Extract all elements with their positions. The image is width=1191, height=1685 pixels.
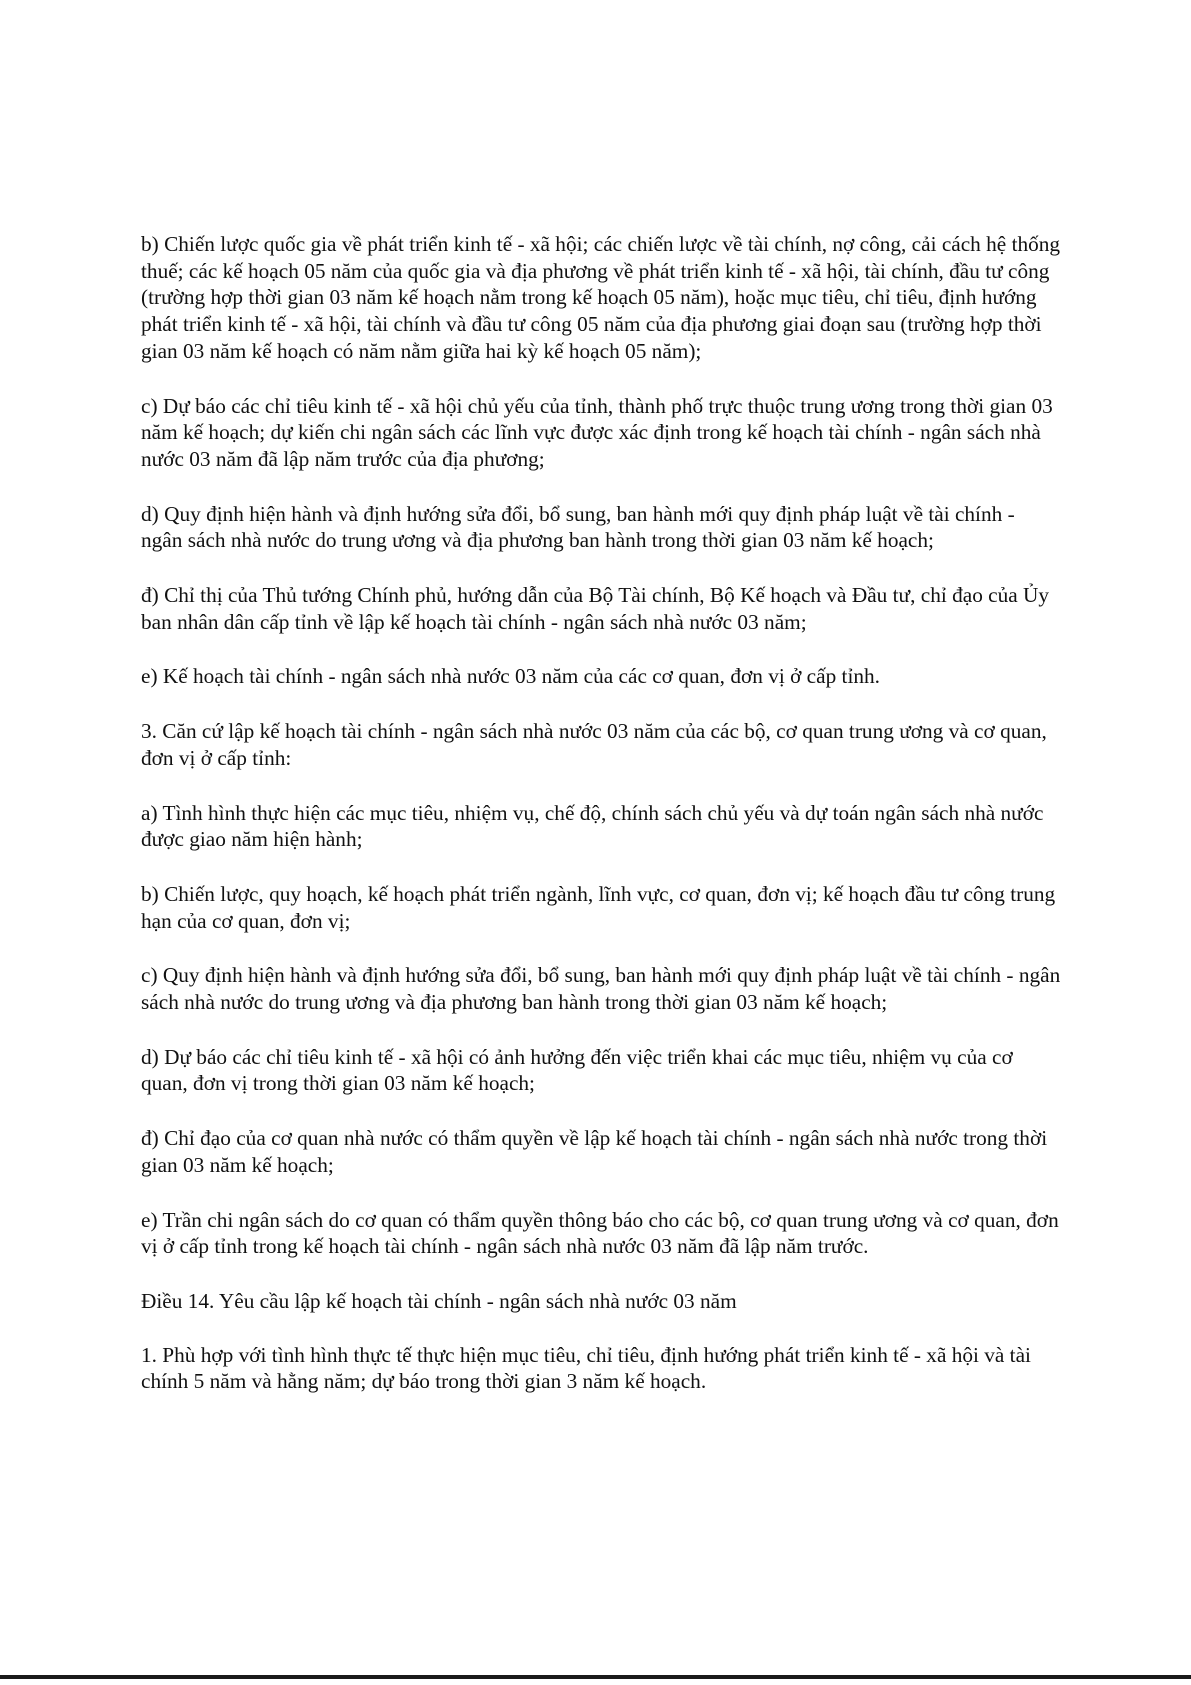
paragraph-2d: d) Quy định hiện hành và định hướng sửa đổi, bổ sung, ban hành mới quy định pháp luật về tài chính - ngân sách nhà nước do trung ương và địa phương ban hành trong thời gian 03 năm kế hoạch;: [141, 501, 1015, 553]
paragraph-2c: c) Dự báo các chỉ tiêu kinh tế - xã hội chủ yếu của tỉnh, thành phố trực thuộc trung ương trong thời gian 03 năm kế hoạch; dự kiến chi ngân sách các lĩnh vực được xác định trong kế hoạch tài chính - ngân sách nhà nước 03 năm đã lập năm trước của địa phương;: [141, 393, 1053, 471]
paragraph-3dd: đ) Chỉ đạo của cơ quan nhà nước có thẩm quyền về lập kế hoạch tài chính - ngân sách nhà nước trong thời gian 03 năm kế hoạch;: [141, 1126, 1048, 1177]
paragraph-3b: b) Chiến lược, quy hoạch, kế hoạch phát triển ngành, lĩnh vực, cơ quan, đơn vị; kế hoạch đầu tư công trung hạn của cơ quan, đơn vị;: [141, 881, 1056, 933]
bottom-rule: [0, 1675, 1191, 1679]
paragraph-2b: b) Chiến lược quốc gia về phát triển kinh tế - xã hội; các chiến lược về tài chính, nợ công, cải cách hệ thống thuế; các kế hoạch 05 năm của quốc gia và địa phương về phát triển kinh tế - xã hội, tài chính, đầu tư công (trường hợp thời gian 03 năm kế hoạch nằm trong kế hoạch 05 năm), hoặc mục tiêu, chỉ tiêu, định hướng phát triển kinh tế - xã hội, tài chính và đầu tư công 05 năm của địa phương giai đoạn sau (trường hợp thời gian 03 năm kế hoạch có năm nằm giữa hai kỳ kế hoạch 05 năm);: [141, 232, 1061, 363]
paragraph-3d: d) Dự báo các chỉ tiêu kinh tế - xã hội có ảnh hưởng đến việc triển khai các mục tiêu, nhiệm vụ của cơ quan, đơn vị trong thời gian 03 năm kế hoạch;: [141, 1044, 1013, 1096]
paragraph-3c: c) Quy định hiện hành và định hướng sửa đổi, bổ sung, ban hành mới quy định pháp luật về tài chính - ngân sách nhà nước do trung ương và địa phương ban hành trong thời gian 03 năm kế hoạch;: [141, 963, 1061, 1015]
paragraph-2dd: đ) Chỉ thị của Thủ tướng Chính phủ, hướng dẫn của Bộ Tài chính, Bộ Kế hoạch và Đầu tư, chỉ đạo của Ủy ban nhân dân cấp tỉnh về lập kế hoạch tài chính - ngân sách nhà nước 03 năm;: [141, 583, 1050, 634]
paragraph-3e: e) Trần chi ngân sách do cơ quan có thẩm quyền thông báo cho các bộ, cơ quan trung ương và cơ quan, đơn vị ở cấp tỉnh trong kế hoạch tài chính - ngân sách nhà nước 03 năm đã lập năm trước.: [141, 1207, 1059, 1259]
paragraph-3a: a) Tình hình thực hiện các mục tiêu, nhiệm vụ, chế độ, chính sách chủ yếu và dự toán ngân sách nhà nước được giao năm hiện hành;: [141, 800, 1044, 852]
paragraph-2e: e) Kế hoạch tài chính - ngân sách nhà nước 03 năm của các cơ quan, đơn vị ở cấp tỉnh.: [141, 664, 881, 689]
article-14-heading: Điều 14. Yêu cầu lập kế hoạch tài chính - ngân sách nhà nước 03 năm: [141, 1288, 737, 1313]
article-14-item-1: 1. Phù hợp với tình hình thực tế thực hiện mục tiêu, chỉ tiêu, định hướng phát triển kinh tế - xã hội và tài chính 5 năm và hằng năm; dự báo trong thời gian 3 năm kế hoạch.: [141, 1342, 1031, 1394]
document-body: [141, 231, 1061, 1423]
paragraph-3-heading: 3. Căn cứ lập kế hoạch tài chính - ngân sách nhà nước 03 năm của các bộ, cơ quan trung ương và cơ quan, đơn vị ở cấp tỉnh:: [141, 719, 1047, 770]
